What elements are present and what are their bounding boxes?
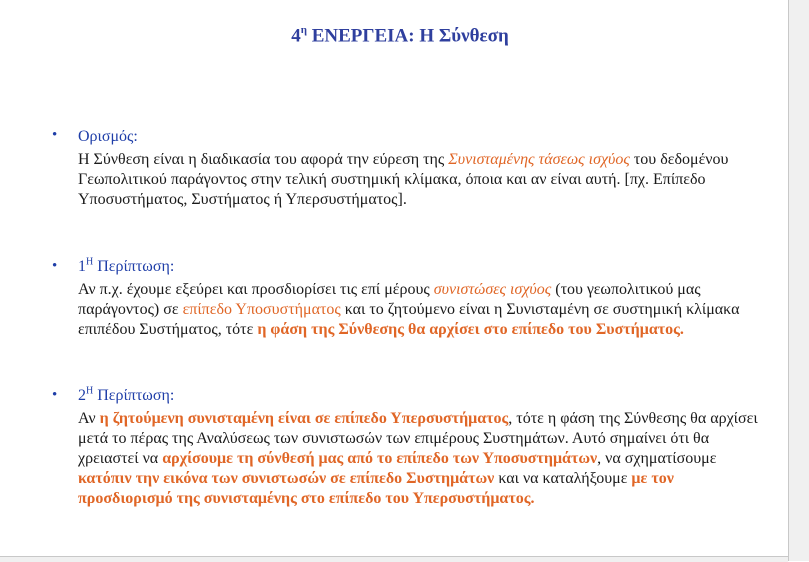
highlighted-text: επίπεδο Υποσυστήματος xyxy=(182,301,341,318)
highlighted-text: Συνισταμένης τάσεως ισχύος xyxy=(448,151,630,168)
heading-number: 1 xyxy=(78,258,86,275)
title-superscript: η xyxy=(300,24,307,36)
bullet-icon: • xyxy=(52,387,58,403)
section-paragraph xyxy=(78,409,758,509)
title-text: ΕΝΕΡΓΕΙΑ: Η Σύνθεση xyxy=(306,25,509,47)
section-heading-case-2 xyxy=(78,386,174,405)
heading-superscript: Η xyxy=(86,385,94,397)
section-heading-definition: Ορισμός: xyxy=(78,128,138,145)
highlighted-text: η φάση της Σύνθεσης θα αρχίσει στο επίπεδο του Συστήματος. xyxy=(257,321,684,338)
heading-text: Περίπτωση: xyxy=(93,258,175,275)
body-text: και το ζητούμενο είναι η Συνισταμένη σε συστημική κλίμακα επιπέδου Συστήματος, τότε xyxy=(78,301,740,338)
section-heading-case-1 xyxy=(78,257,174,276)
heading-number: 2 xyxy=(78,387,86,404)
window-scrollbar-area xyxy=(788,0,809,561)
section-paragraph xyxy=(78,150,758,210)
bullet-icon: • xyxy=(52,258,58,274)
body-text: (του γεωπολιτικού μας παράγοντος) σε xyxy=(78,281,701,318)
section-paragraph xyxy=(78,280,758,340)
heading-superscript: Η xyxy=(86,256,94,268)
body-text: του δεδομένου Γεωπολιτικού παράγοντος στην τελική συστημική κλίμακα, όποια και αν είναι αυτή. [πχ. Επίπεδο Υποσυστήματος, Συστήματος ή Υπερσυστήματος]. xyxy=(78,151,729,208)
body-text: , τότε η φάση της Σύνθεσης θα αρχίσει μετά το πέρας της Αναλύσεως των συνιστωσών των επιμέρους Συστημάτων. Αυτό σημαίνει ότι θα χρειαστεί να xyxy=(78,410,758,467)
highlighted-text: αρχίσουμε τη σύνθεσή μας από το επίπεδο των Υποσυστημάτων xyxy=(162,450,598,467)
window-bottom-edge xyxy=(0,556,788,562)
body-text: Αν xyxy=(78,410,100,427)
highlighted-text: συνιστώσες ισχύος xyxy=(433,281,552,298)
slide-title xyxy=(0,25,800,47)
highlighted-text: η ζητούμενη συνισταμένη είναι σε επίπεδο Υπερσυστήματος xyxy=(99,410,509,427)
title-number: 4 xyxy=(291,25,301,47)
body-text: Η Σύνθεση είναι η διαδικασία του αφορά την εύρεση της xyxy=(78,151,449,168)
bullet-icon: • xyxy=(52,127,58,143)
highlighted-text: κατόπιν την εικόνα των συνιστωσών σε επίπεδο Συστημάτων xyxy=(78,470,495,487)
heading-text: Περίπτωση: xyxy=(93,387,175,404)
highlighted-text: με τον προσδιορισμό της συνισταμένης στο επίπεδο του Υπερσυστήματος. xyxy=(78,470,674,507)
body-text: , να σχηματίσουμε xyxy=(597,450,717,467)
body-text: Αν π.χ. έχουμε εξεύρει και προσδιορίσει τις επί μέρους xyxy=(78,281,434,298)
body-text: και να καταλήξουμε xyxy=(494,470,632,487)
